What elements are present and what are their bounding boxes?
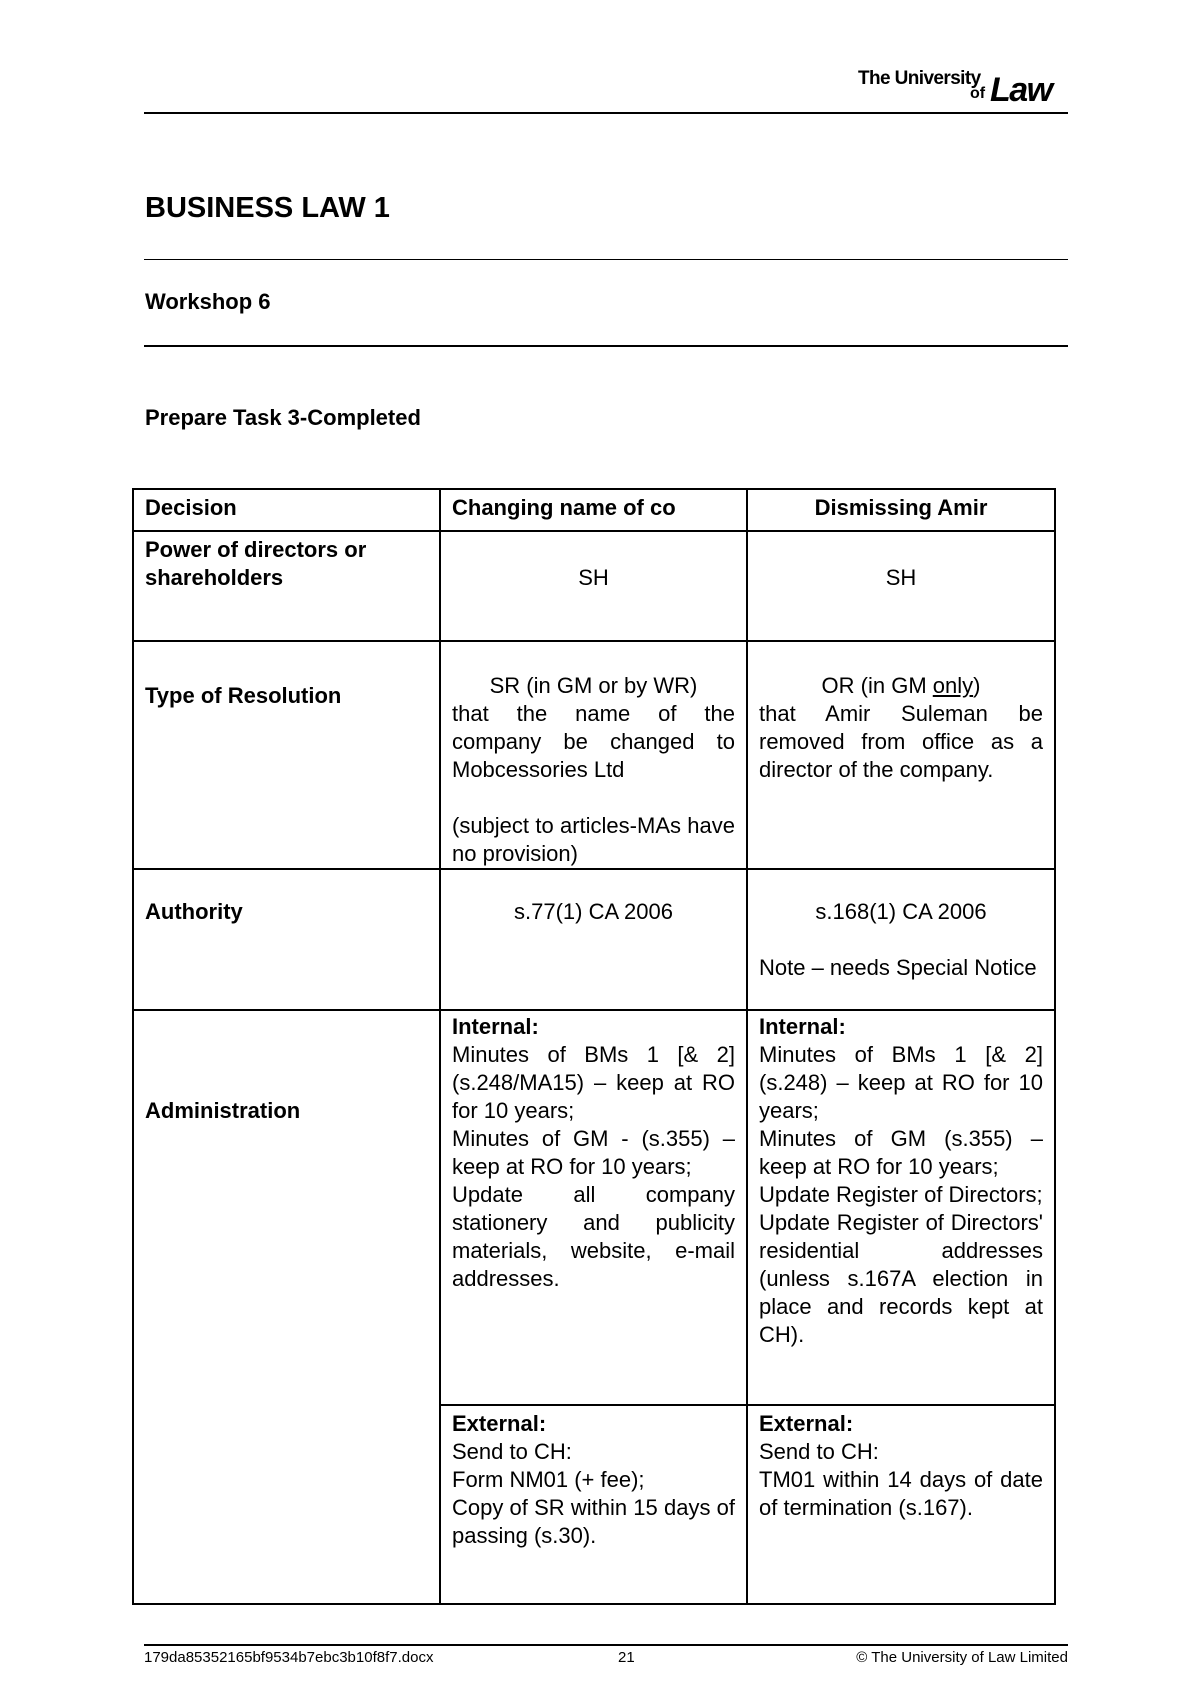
internal-label: Internal: xyxy=(452,1014,539,1039)
footer-page-number: 21 xyxy=(618,1649,635,1666)
row-resolution xyxy=(133,641,1055,869)
list-item: Minutes of BMs 1 [& 2] (s.248/MA15) – keep at RO for 10 years; xyxy=(452,1042,735,1123)
page-title: BUSINESS LAW 1 xyxy=(145,192,390,224)
authority-section: s.168(1) CA 2006 xyxy=(815,899,987,924)
resolution-or-heading: OR (in GM only) xyxy=(821,673,981,698)
authority-note: Note – needs Special Notice xyxy=(759,955,1037,980)
resolution-sr-note: (subject to articles-MAs have no provision) xyxy=(452,813,735,866)
row-power xyxy=(133,531,1055,641)
authority-dismissing-amir xyxy=(747,869,1055,1010)
list-item: Update Register of Directors' residential addresses (unless s.167A election in place and records kept at CH). xyxy=(759,1210,1043,1347)
footer-rule xyxy=(144,1644,1068,1646)
resolution-sr-text: that the name of the company be changed to Mobcessories Ltd xyxy=(452,701,735,782)
authority-label: Authority xyxy=(133,869,440,1010)
resolution-label: Type of Resolution xyxy=(133,641,440,869)
row-admin-internal xyxy=(133,1010,1055,1405)
list-item: Minutes of GM - (s.355) – keep at RO for 10 years; xyxy=(452,1126,735,1179)
admin-internal-dismissing-amir xyxy=(747,1010,1055,1405)
title-rule xyxy=(144,259,1068,260)
power-changing-name: SH xyxy=(440,531,747,641)
list-item: Minutes of BMs 1 [& 2] (s.248) – keep at RO for 10 years; xyxy=(759,1042,1043,1123)
table-header-row xyxy=(133,489,1055,531)
header-decision: Decision xyxy=(133,489,440,531)
list-item: Update all company stationery and publicity materials, website, e-mail addresses. xyxy=(452,1182,735,1291)
list-item: Update Register of Directors; xyxy=(759,1182,1043,1207)
list-item: Form NM01 (+ fee); xyxy=(452,1467,645,1492)
list-item: Send to CH: xyxy=(759,1439,879,1464)
external-label: External: xyxy=(759,1411,854,1436)
university-logo xyxy=(858,68,1068,108)
resolution-changing-name xyxy=(440,641,747,869)
logo-text-2: of xyxy=(970,85,986,102)
footer-copyright: © The University of Law Limited xyxy=(856,1649,1068,1666)
decision-table xyxy=(132,488,1056,1605)
power-label: Power of directors or shareholders xyxy=(133,531,440,641)
logo-text-3: Law xyxy=(990,71,1052,109)
list-item: Minutes of GM (s.355) – keep at RO for 10 years; xyxy=(759,1126,1043,1179)
row-authority xyxy=(133,869,1055,1010)
external-label: External: xyxy=(452,1411,547,1436)
header-changing-name: Changing name of co xyxy=(440,489,747,531)
admin-external-changing-name xyxy=(440,1405,747,1604)
resolution-sr-heading: SR (in GM or by WR) xyxy=(489,673,698,698)
footer-filename: 179da85352165bf9534b7ebc3b10f8f7.docx xyxy=(144,1649,434,1666)
list-item: Send to CH: xyxy=(452,1439,572,1464)
header-dismissing-amir: Dismissing Amir xyxy=(747,489,1055,531)
resolution-or-text: that Amir Suleman be removed from office as a director of the company. xyxy=(759,701,1043,782)
internal-label: Internal: xyxy=(759,1014,846,1039)
resolution-dismissing-amir xyxy=(747,641,1055,869)
list-item: Copy of SR within 15 days of passing (s.30). xyxy=(452,1495,735,1548)
list-item: TM01 within 14 days of date of termination (s.167). xyxy=(759,1467,1043,1520)
logo-text-1: The University xyxy=(858,68,981,89)
authority-changing-name: s.77(1) CA 2006 xyxy=(440,869,747,1010)
workshop-subtitle: Workshop 6 xyxy=(145,289,271,314)
subtitle-rule xyxy=(144,345,1068,347)
administration-label: Administration xyxy=(133,1010,440,1604)
header-rule xyxy=(144,112,1068,114)
task-heading: Prepare Task 3-Completed xyxy=(145,405,421,430)
admin-external-dismissing-amir xyxy=(747,1405,1055,1604)
power-dismissing-amir: SH xyxy=(747,531,1055,641)
admin-internal-changing-name xyxy=(440,1010,747,1405)
